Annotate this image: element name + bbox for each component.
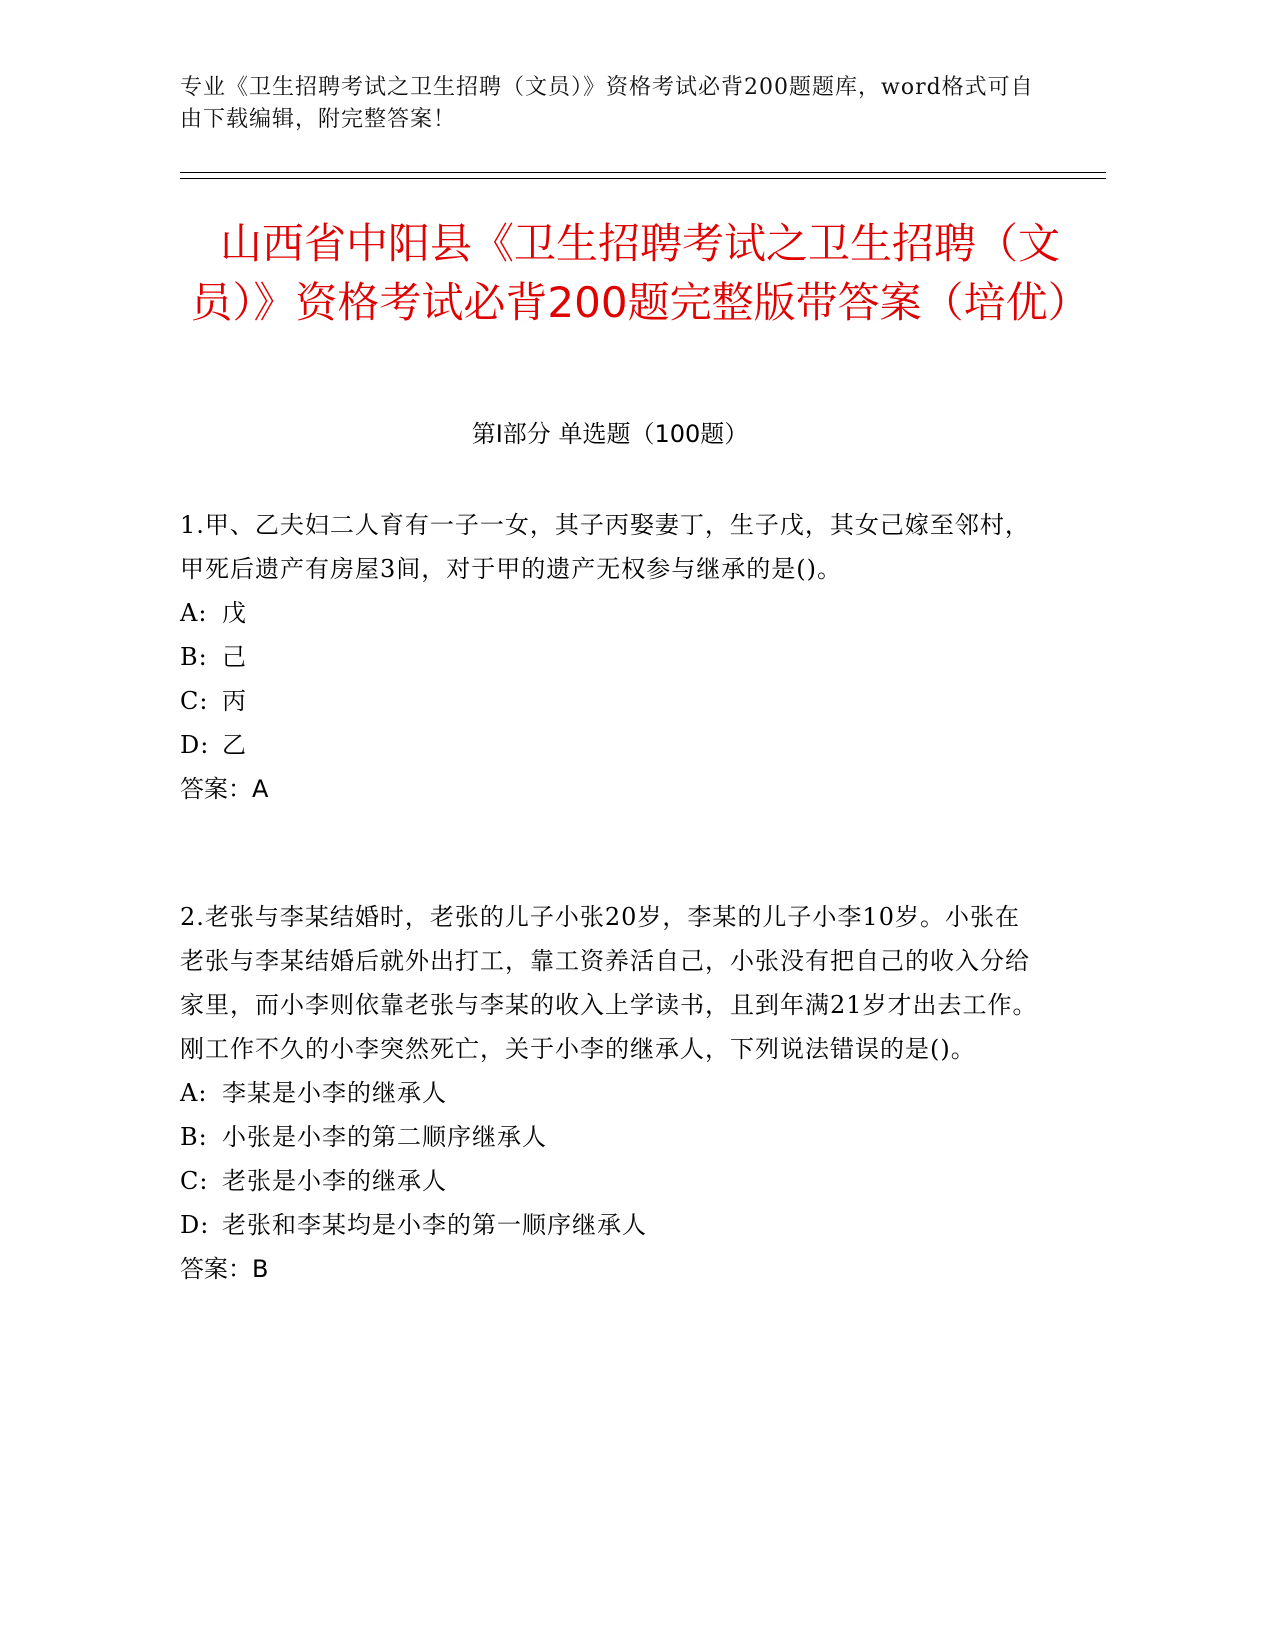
- header-divider-top: [180, 172, 1106, 173]
- option-b: [180, 635, 1040, 679]
- answer-line: 答案：A: [180, 775, 269, 803]
- option-text: 丙: [222, 687, 247, 715]
- question-stem: 1.甲、乙夫妇二人育有一子一女，其子丙娶妻丁，生子戊，其女己嫁至邻村，甲死后遗产有房屋3间，对于甲的遗产无权参与继承的是()。: [180, 511, 1030, 583]
- option-key: A:: [180, 1079, 208, 1107]
- option-key: D:: [180, 1211, 210, 1239]
- option-text: 李某是小李的继承人: [222, 1079, 447, 1107]
- option-key: B:: [180, 1123, 208, 1151]
- option-text: 老张和李某均是小李的第一顺序继承人: [222, 1211, 647, 1239]
- option-key: D:: [180, 731, 210, 759]
- option-text: 小张是小李的第二顺序继承人: [222, 1123, 547, 1151]
- option-d: [180, 1203, 1040, 1247]
- option-text: 己: [222, 643, 247, 671]
- question-stem: 2.老张与李某结婚时，老张的儿子小张20岁，李某的儿子小李10岁。小张在老张与李某结婚后就外出打工，靠工资养活自己，小张没有把自己的收入分给家里，而小李则依靠老张与李某的收入上学读书，且到年满21岁才出去工作。刚工作不久的小李突然死亡，关于小李的继承人，下列说法错误的是()。: [180, 903, 1038, 1063]
- answer-line: 答案：B: [180, 1255, 269, 1283]
- option-text: 乙: [222, 731, 247, 759]
- header-note: 专业《卫生招聘考试之卫生招聘（文员）》资格考试必背200题题库，word格式可自由下载编辑，附完整答案！: [180, 75, 1034, 132]
- option-text: 老张是小李的继承人: [222, 1167, 447, 1195]
- option-a: [180, 1071, 1040, 1115]
- option-key: C:: [180, 687, 209, 715]
- option-a: [180, 591, 1040, 635]
- option-c: [180, 1159, 1040, 1203]
- option-key: C:: [180, 1167, 209, 1195]
- document-title: 山西省中阳县《卫生招聘考试之卫生招聘（文员）》资格考试必背200题完整版带答案（培优）: [190, 219, 1090, 327]
- option-text: 戊: [222, 599, 247, 627]
- header-divider-bottom: [180, 178, 1106, 179]
- option-d: [180, 723, 1040, 767]
- option-c: [180, 679, 1040, 723]
- option-key: A:: [180, 599, 208, 627]
- question-1: [180, 503, 1040, 811]
- question-2: [180, 895, 1040, 1291]
- option-key: B:: [180, 643, 208, 671]
- option-b: [180, 1115, 1040, 1159]
- section-title: 第I部分 单选题（100题）: [471, 420, 749, 448]
